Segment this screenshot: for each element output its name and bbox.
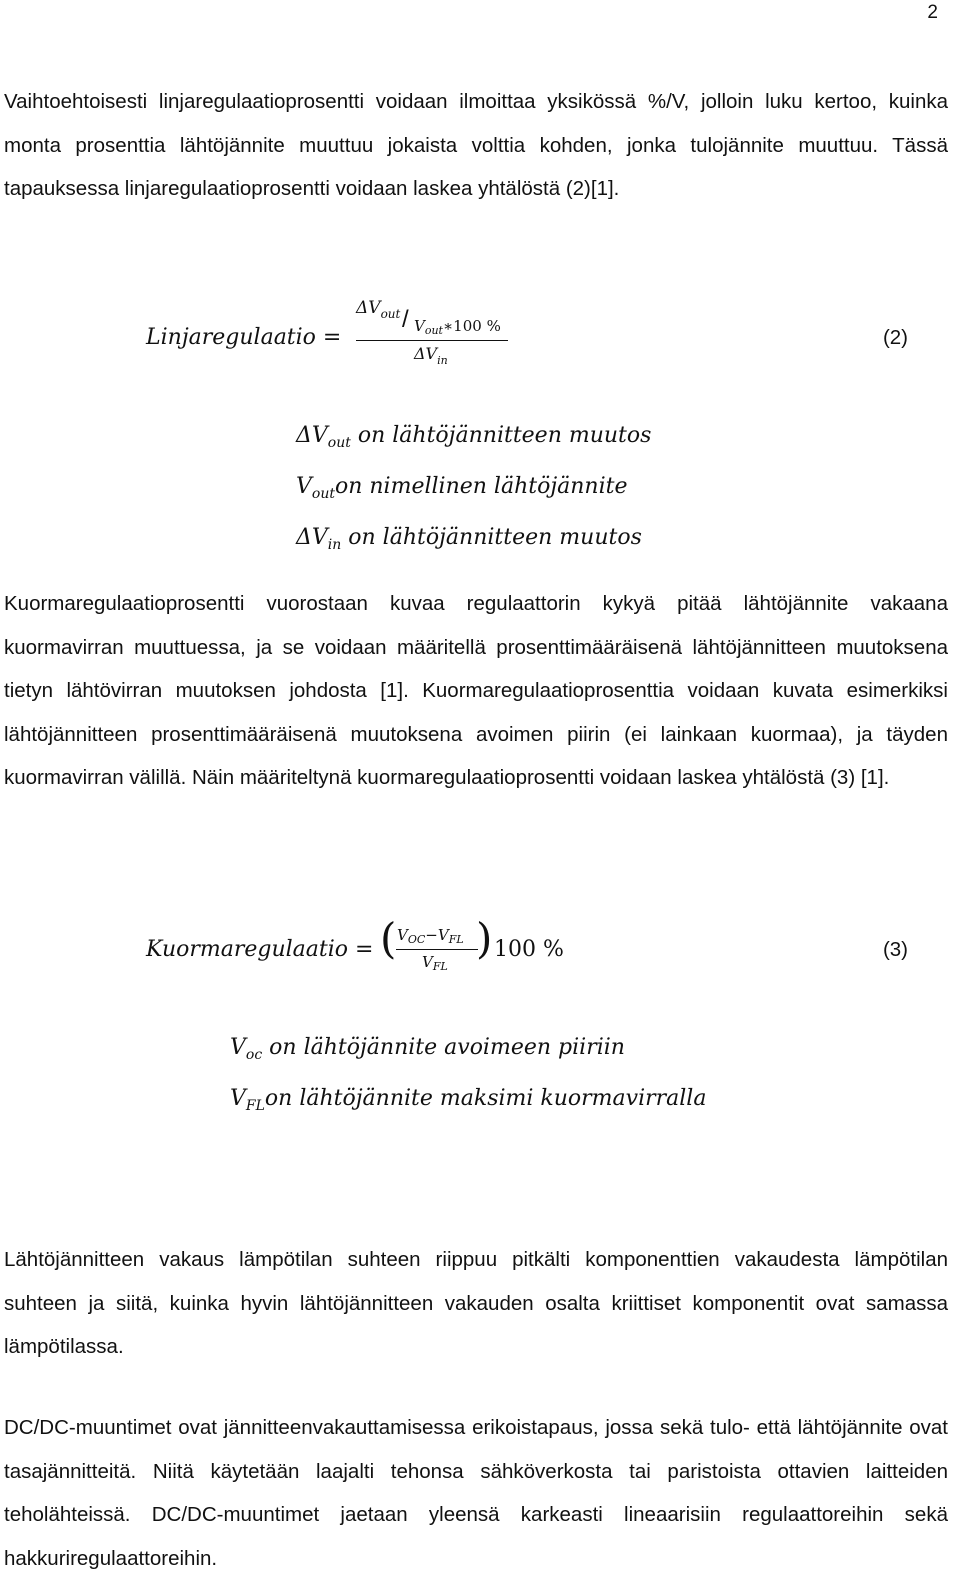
- equation-3-definitions: [230, 1026, 706, 1128]
- equation-3-tail: 100 %: [494, 937, 564, 962]
- definition-vout: $V_{out}on$ nimellinen lähtöjännite: [296, 474, 628, 502]
- paragraph-dcdc-converters: DC/DC-muuntimet ovat jännitteenvakauttamisessa erikoistapaus, jossa sekä tulo- että lähtöjännite ovat tasajännitteitä. Niitä käytetään laajalti tehonsa sähköverkosta tai paristoista ottavien laitteiden teholähteissä. DC/DC-muuntimet jaetaan yleensä karkeasti lineaarisiin regulaattoreihin sekä hakkuriregulaattoreihin.: [4, 1416, 948, 1570]
- definition-delta-vin: $\Delta V_{in}$ on lähtöjännitteen muutos: [296, 525, 642, 553]
- equation-2-slash: /: [402, 306, 409, 333]
- equation-2-definitions: [296, 414, 651, 567]
- equation-2-number: (2): [882, 326, 908, 349]
- paragraph-line-regulation-intro: Vaihtoehtoisesti linjaregulaatioprosentti voidaan ilmoittaa yksikössä %/V, jolloin luku kertoo, kuinka monta prosenttia lähtöjännite muuttuu jokaista volttia kohden, jonka tulojännite muuttuu. Tässä tapauksessa linjaregulaatioprosentti voidaan laskea yhtälöstä (2)[1].: [4, 90, 948, 200]
- equation-3-open-paren: (: [380, 914, 397, 963]
- equation-3-lhs: Kuormaregulaatio =: [146, 937, 374, 962]
- equation-3-denominator: $V_{FL}$: [422, 953, 448, 973]
- equation-2-numerator: $\Delta V_{out}$: [356, 298, 401, 321]
- definition-vfl: $V_{FL}on$ lähtöjännite maksimi kuormavirralla: [230, 1086, 707, 1114]
- definition-delta-vout: $\Delta V_{out}$ on lähtöjännitteen muutos: [296, 423, 652, 451]
- definition-voc: $V_{oc}$ on lähtöjännite avoimeen piiriin: [230, 1035, 625, 1063]
- equation-2-numerator-divisor: $V_{out}∗100$ %: [414, 317, 501, 337]
- equation-3-number: (3): [882, 938, 908, 961]
- paragraph-load-regulation: Kuormaregulaatioprosentti vuorostaan kuvaa regulaattorin kykyä pitää lähtöjännite vakaana kuormavirran muuttuessa, ja se voidaan määritellä prosenttimääräisenä lähtöjännitteen muutoksena tietyn lähtövirran muutoksen johdosta [1]. Kuormaregulaatioprosenttia voidaan kuvata esimerkiksi lähtöjännitteen prosenttimääräisenä muutoksena avoimen piirin (ei lainkaan kuormaa), ja täyden kuormavirran välillä. Näin määriteltynä kuormaregulaatioprosentti voidaan laskea yhtälöstä (3) [1].: [4, 592, 948, 789]
- equation-2-lhs: Linjaregulaatio =: [146, 325, 342, 350]
- page-number: 2: [927, 2, 938, 23]
- equation-2-fraction-bar: [356, 340, 508, 341]
- equation-3-close-paren: ): [476, 914, 493, 963]
- equation-3-numerator: $V_{OC}-V_{FL}$: [397, 926, 464, 946]
- paragraph-temperature-stability: Lähtöjännitteen vakaus lämpötilan suhteen riippuu pitkälti komponenttien vakaudesta lämpötilan suhteen ja siitä, kuinka hyvin lähtöjännitteen vakauden osalta kriittiset komponentit ovat samassa lämpötilassa.: [4, 1248, 948, 1358]
- equation-2-denominator: $\Delta V_{in}$: [414, 344, 448, 367]
- equation-3-fraction-bar: [396, 949, 478, 950]
